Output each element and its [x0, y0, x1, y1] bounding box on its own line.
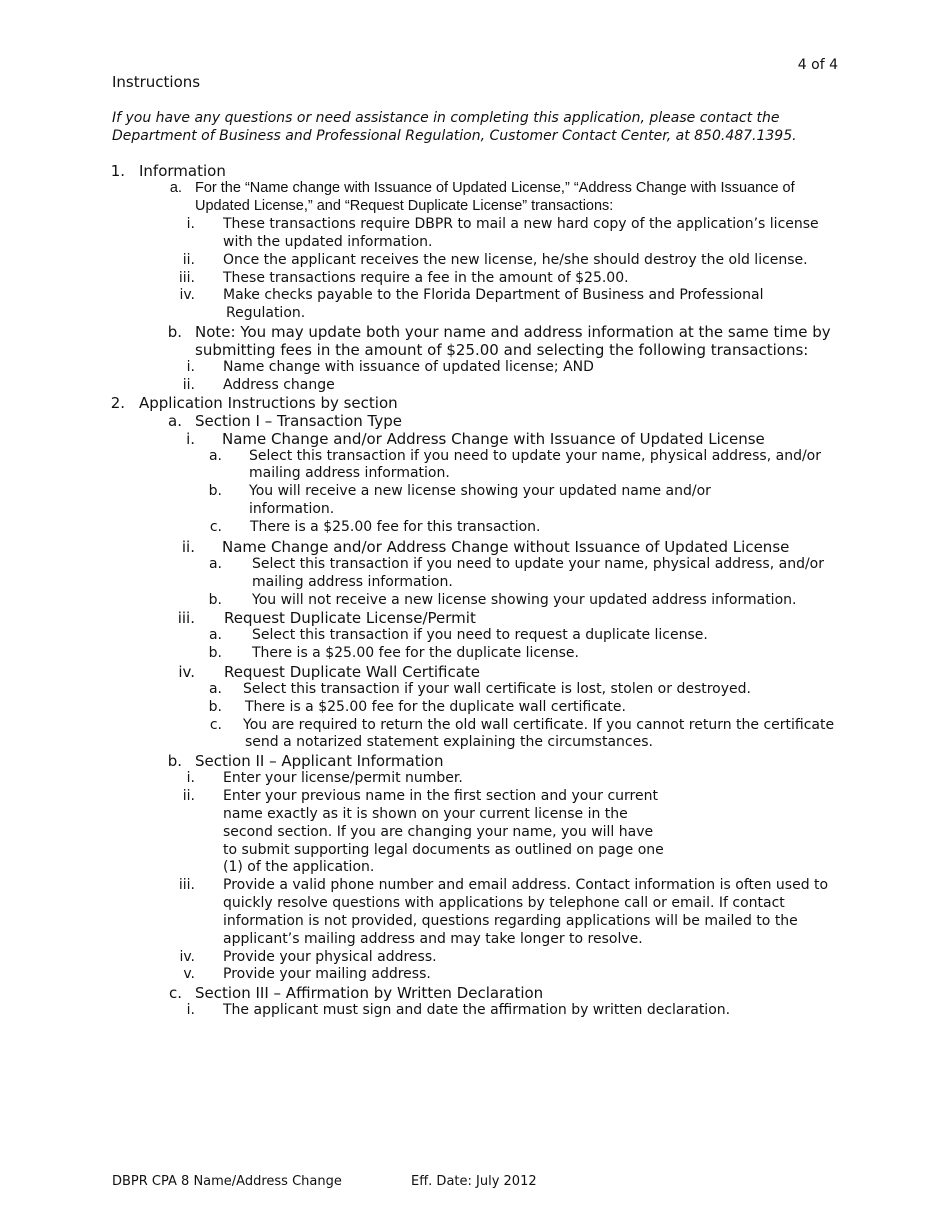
- list-item-text: Enter your license/permit number.: [223, 770, 463, 786]
- list-marker: ii.: [182, 788, 195, 804]
- list-marker: b.: [208, 699, 222, 715]
- list-item-text: quickly resolve questions with applications by telephone call or email. If contact: [223, 895, 785, 911]
- contact-line: If you have any questions or need assistance in completing this application, please contact the: [112, 110, 780, 126]
- list-item-title: Request Duplicate Wall Certificate: [224, 663, 481, 681]
- list-item-text: Updated License,” and “Request Duplicate License” transactions:: [195, 198, 614, 214]
- list-item-text: Provide a valid phone number and email address. Contact information is often used to: [223, 877, 829, 893]
- list-marker: iv.: [179, 949, 195, 965]
- list-marker: b.: [208, 645, 222, 661]
- list-item-text: mailing address information.: [249, 465, 450, 481]
- contact-notice: [112, 109, 797, 145]
- list-item-text: These transactions require a fee in the amount of $25.00.: [223, 270, 629, 286]
- list-item-text: These transactions require DBPR to mail a new hard copy of the application’s license: [223, 216, 819, 232]
- list-marker: v.: [183, 966, 195, 982]
- list-item-text: You will not receive a new license showing your updated address information.: [252, 592, 797, 608]
- list-marker: i.: [186, 216, 195, 232]
- footer-effective-date: Eff. Date: July 2012: [411, 1174, 537, 1189]
- list-item-title: Name Change and/or Address Change without Issuance of Updated License: [222, 538, 790, 556]
- subsection-title: Section I – Transaction Type: [195, 412, 402, 430]
- list-item-text: name exactly as it is shown on your current license in the: [223, 806, 628, 822]
- list-marker: a.: [168, 412, 182, 430]
- list-marker: i.: [186, 430, 195, 448]
- list-marker: c.: [209, 519, 222, 535]
- list-item-text: You are required to return the old wall certificate. If you cannot return the certificate: [243, 717, 835, 733]
- list-marker: a.: [208, 556, 222, 572]
- list-marker: a.: [169, 180, 182, 196]
- contact-line: Department of Business and Professional Regulation, Customer Contact Center, at 850.487.1395.: [112, 128, 797, 144]
- list-marker: ii.: [182, 252, 195, 268]
- list-marker: 2.: [110, 394, 125, 412]
- list-item-text: Make checks payable to the Florida Department of Business and Professional: [223, 287, 764, 303]
- list-marker: a.: [208, 448, 222, 464]
- list-item-title: Name Change and/or Address Change with Issuance of Updated License: [222, 430, 765, 448]
- list-item-text: Select this transaction if your wall certificate is lost, stolen or destroyed.: [243, 681, 751, 697]
- list-marker: iv.: [178, 663, 195, 681]
- list-marker: c.: [209, 717, 222, 733]
- list-item-text: Regulation.: [226, 305, 306, 321]
- page-number: 4 of 4: [797, 57, 838, 73]
- list-item-text: Provide your physical address.: [223, 949, 437, 965]
- list-item-text: Address change: [223, 377, 335, 393]
- list-item-text: applicant’s mailing address and may take longer to resolve.: [223, 931, 643, 947]
- list-marker: iii.: [178, 270, 195, 286]
- list-item-text: information.: [249, 501, 335, 517]
- list-marker: i.: [186, 359, 195, 375]
- list-item-text: There is a $25.00 fee for the duplicate wall certificate.: [245, 699, 626, 715]
- list-item-text: mailing address information.: [252, 574, 453, 590]
- list-marker: a.: [208, 681, 222, 697]
- list-item-text: submitting fees in the amount of $25.00 and selecting the following transactions:: [195, 341, 809, 359]
- footer-form-id: DBPR CPA 8 Name/Address Change: [112, 1174, 342, 1189]
- list-marker: i.: [186, 770, 195, 786]
- list-marker: iii.: [177, 609, 195, 627]
- list-item-text: information is not provided, questions regarding applications will be mailed to the: [223, 913, 798, 929]
- subsection-title: Section III – Affirmation by Written Declaration: [195, 984, 544, 1002]
- list-item-text: with the updated information.: [223, 234, 433, 250]
- list-marker: b.: [167, 752, 182, 770]
- list-item-text: send a notarized statement explaining the circumstances.: [245, 734, 653, 750]
- list-marker: 1.: [110, 162, 125, 180]
- subsection-title: Section II – Applicant Information: [195, 752, 444, 770]
- list-marker: iii.: [178, 877, 195, 893]
- list-item-text: You will receive a new license showing your updated name and/or: [249, 483, 711, 499]
- list-marker: c.: [168, 984, 182, 1002]
- list-marker: ii.: [181, 538, 195, 556]
- section-title: Information: [139, 162, 226, 180]
- list-marker: b.: [208, 592, 222, 608]
- list-item-text: Enter your previous name in the first section and your current: [223, 788, 658, 804]
- list-marker: b.: [167, 323, 182, 341]
- list-item-text: (1) of the application.: [223, 859, 375, 875]
- list-item-text: There is a $25.00 fee for this transaction.: [250, 519, 541, 535]
- section-title: Application Instructions by section: [139, 394, 398, 412]
- list-item-text: Name change with issuance of updated license; AND: [223, 359, 594, 375]
- list-item-text: Select this transaction if you need to update your name, physical address, and/or: [252, 556, 824, 572]
- list-marker: iv.: [179, 287, 195, 303]
- list-item-text: For the “Name change with Issuance of Updated License,” “Address Change with Issuance of: [195, 180, 795, 196]
- list-marker: b.: [208, 483, 222, 499]
- list-item-text: Once the applicant receives the new license, he/she should destroy the old license.: [223, 252, 808, 268]
- list-item-text: Select this transaction if you need to update your name, physical address, and/or: [249, 448, 821, 464]
- list-marker: a.: [208, 627, 222, 643]
- list-item-title: Request Duplicate License/Permit: [224, 609, 476, 627]
- list-item-text: The applicant must sign and date the affirmation by written declaration.: [223, 1002, 731, 1018]
- list-item-text: second section. If you are changing your name, you will have: [223, 824, 654, 840]
- list-item-text: Note: You may update both your name and address information at the same time by: [195, 323, 831, 341]
- list-item-text: to submit supporting legal documents as outlined on page one: [223, 842, 664, 858]
- list-item-text: Provide your mailing address.: [223, 966, 431, 982]
- list-item-text: There is a $25.00 fee for the duplicate license.: [252, 645, 579, 661]
- list-marker: ii.: [182, 377, 195, 393]
- list-marker: i.: [186, 1002, 195, 1018]
- page-title: Instructions: [112, 73, 201, 91]
- list-item-text: Select this transaction if you need to request a duplicate license.: [252, 627, 708, 643]
